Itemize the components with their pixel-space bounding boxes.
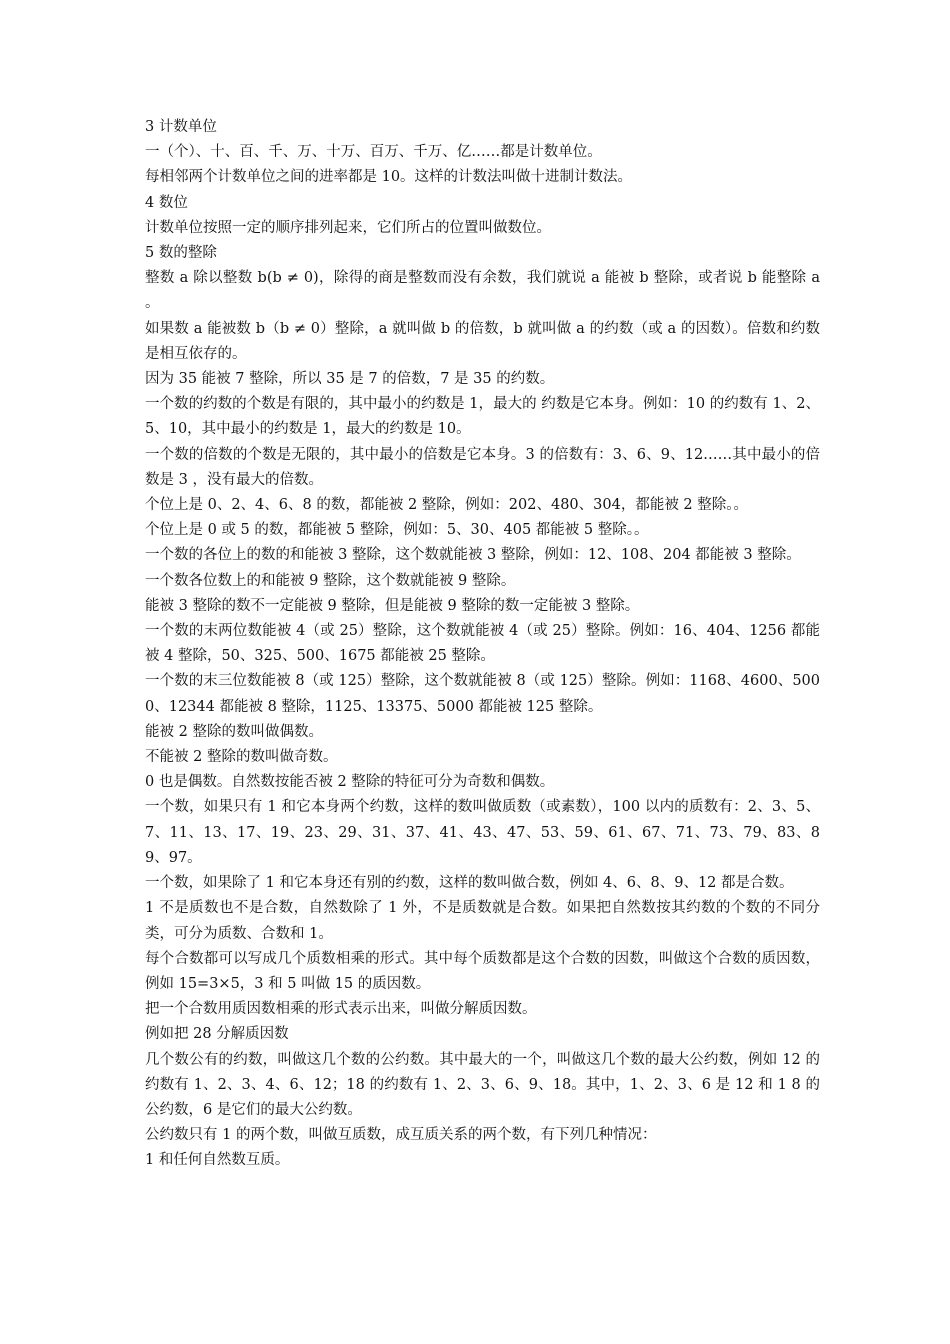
- paragraph: 1 不是质数也不是合数，自然数除了 1 外，不是质数就是合数。如果把自然数按其约数的个数的不同分类，可分为质数、合数和 1。: [145, 900, 820, 942]
- paragraph: 个位上是 0 或 5 的数，都能被 5 整除，例如：5、30、405 都能被 5 整除。。: [145, 522, 649, 539]
- heading-divisibility: 5 数的整除: [145, 245, 217, 262]
- paragraph: 不能被 2 整除的数叫做奇数。: [145, 749, 338, 766]
- paragraph: 一个数的倍数的个数是无限的，其中最小的倍数是它本身。3 的倍数有：3、6、9、12……其中最小的倍数是 3 ，没有最大的倍数。: [145, 446, 820, 488]
- paragraph: 每相邻两个计数单位之间的进率都是 10。这样的计数法叫做十进制计数法。: [145, 169, 633, 186]
- paragraph: 个位上是 0、2、4、6、8 的数，都能被 2 整除，例如：202、480、304，都能被 2 整除。。: [145, 497, 749, 514]
- paragraph: 0 也是偶数。自然数按能否被 2 整除的特征可分为奇数和偶数。: [145, 774, 555, 791]
- paragraph: 例如把 28 分解质因数: [145, 1026, 289, 1043]
- heading-digit-place: 4 数位: [145, 194, 188, 211]
- heading-counting-unit: 3 计数单位: [145, 119, 217, 135]
- paragraph: 1 和任何自然数互质。: [145, 1152, 290, 1169]
- paragraph: 一个数，如果除了 1 和它本身还有别的约数，这样的数叫做合数，例如 4、6、8、9、12 都是合数。: [145, 875, 794, 892]
- paragraph: 能被 3 整除的数不一定能被 9 整除，但是能被 9 整除的数一定能被 3 整除。: [145, 597, 640, 614]
- paragraph: 每个合数都可以写成几个质数相乘的形式。其中每个质数都是这个合数的因数，叫做这个合数的质因数，例如 15=3×5，3 和 5 叫做 15 的质因数。: [145, 950, 820, 992]
- paragraph: 几个数公有的约数，叫做这几个数的公约数。其中最大的一个，叫做这几个数的最大公约数，例如 12 的约数有 1、2、3、4、6、12；18 的约数有 1、2、3、6、9、18。其中，1、2、3、6 是 12 和 1 8 的公约数，6 是它们的最大公约数。: [145, 1051, 820, 1118]
- document-body: [145, 115, 820, 1174]
- paragraph: 一（个）、十、百、千、万、十万、百万、千万、亿……都是计数单位。: [145, 144, 602, 161]
- paragraph: 整数 a 除以整数 b(b ≠ 0)，除得的商是整数而没有余数，我们就说 a 能被 b 整除，或者说 b 能整除 a 。: [145, 270, 820, 312]
- paragraph: 计数单位按照一定的顺序排列起来，它们所占的位置叫做数位。: [145, 219, 551, 236]
- paragraph: 因为 35 能被 7 整除，所以 35 是 7 的倍数，7 是 35 的约数。: [145, 371, 555, 388]
- paragraph: 能被 2 整除的数叫做偶数。: [145, 723, 323, 740]
- paragraph: 一个数的末三位数能被 8（或 125）整除，这个数就能被 8（或 125）整除。例如：1168、4600、5000、12344 都能被 8 整除，1125、13375、5000 都能被 125 整除。: [145, 673, 820, 715]
- paragraph: 一个数的约数的个数是有限的，其中最小的约数是 1，最大的 约数是它本身。例如：10 的约数有 1、2、5、10，其中最小的约数是 1，最大的约数是 10。: [145, 396, 820, 438]
- paragraph: 公约数只有 1 的两个数，叫做互质数，成互质关系的两个数，有下列几种情况：: [145, 1127, 657, 1144]
- paragraph: 一个数的末两位数能被 4（或 25）整除，这个数就能被 4（或 25）整除。例如：16、404、1256 都能被 4 整除，50、325、500、1675 都能被 25 整除。: [145, 623, 820, 665]
- paragraph: 一个数，如果只有 1 和它本身两个约数，这样的数叫做质数（或素数），100 以内的质数有：2、3、5、7、11、13、17、19、23、29、31、37、41、43、47、53、59、61、67、71、73、79、83、89、97。: [145, 799, 820, 866]
- paragraph: 一个数各位数上的和能被 9 整除，这个数就能被 9 整除。: [145, 572, 516, 589]
- paragraph: 如果数 a 能被数 b（b ≠ 0）整除，a 就叫做 b 的倍数，b 就叫做 a 的约数（或 a 的因数）。倍数和约数是相互依存的。: [145, 320, 820, 362]
- paragraph: 把一个合数用质因数相乘的形式表示出来，叫做分解质因数。: [145, 1001, 537, 1018]
- paragraph: 一个数的各位上的数的和能被 3 整除，这个数就能被 3 整除，例如：12、108、204 都能被 3 整除。: [145, 547, 801, 564]
